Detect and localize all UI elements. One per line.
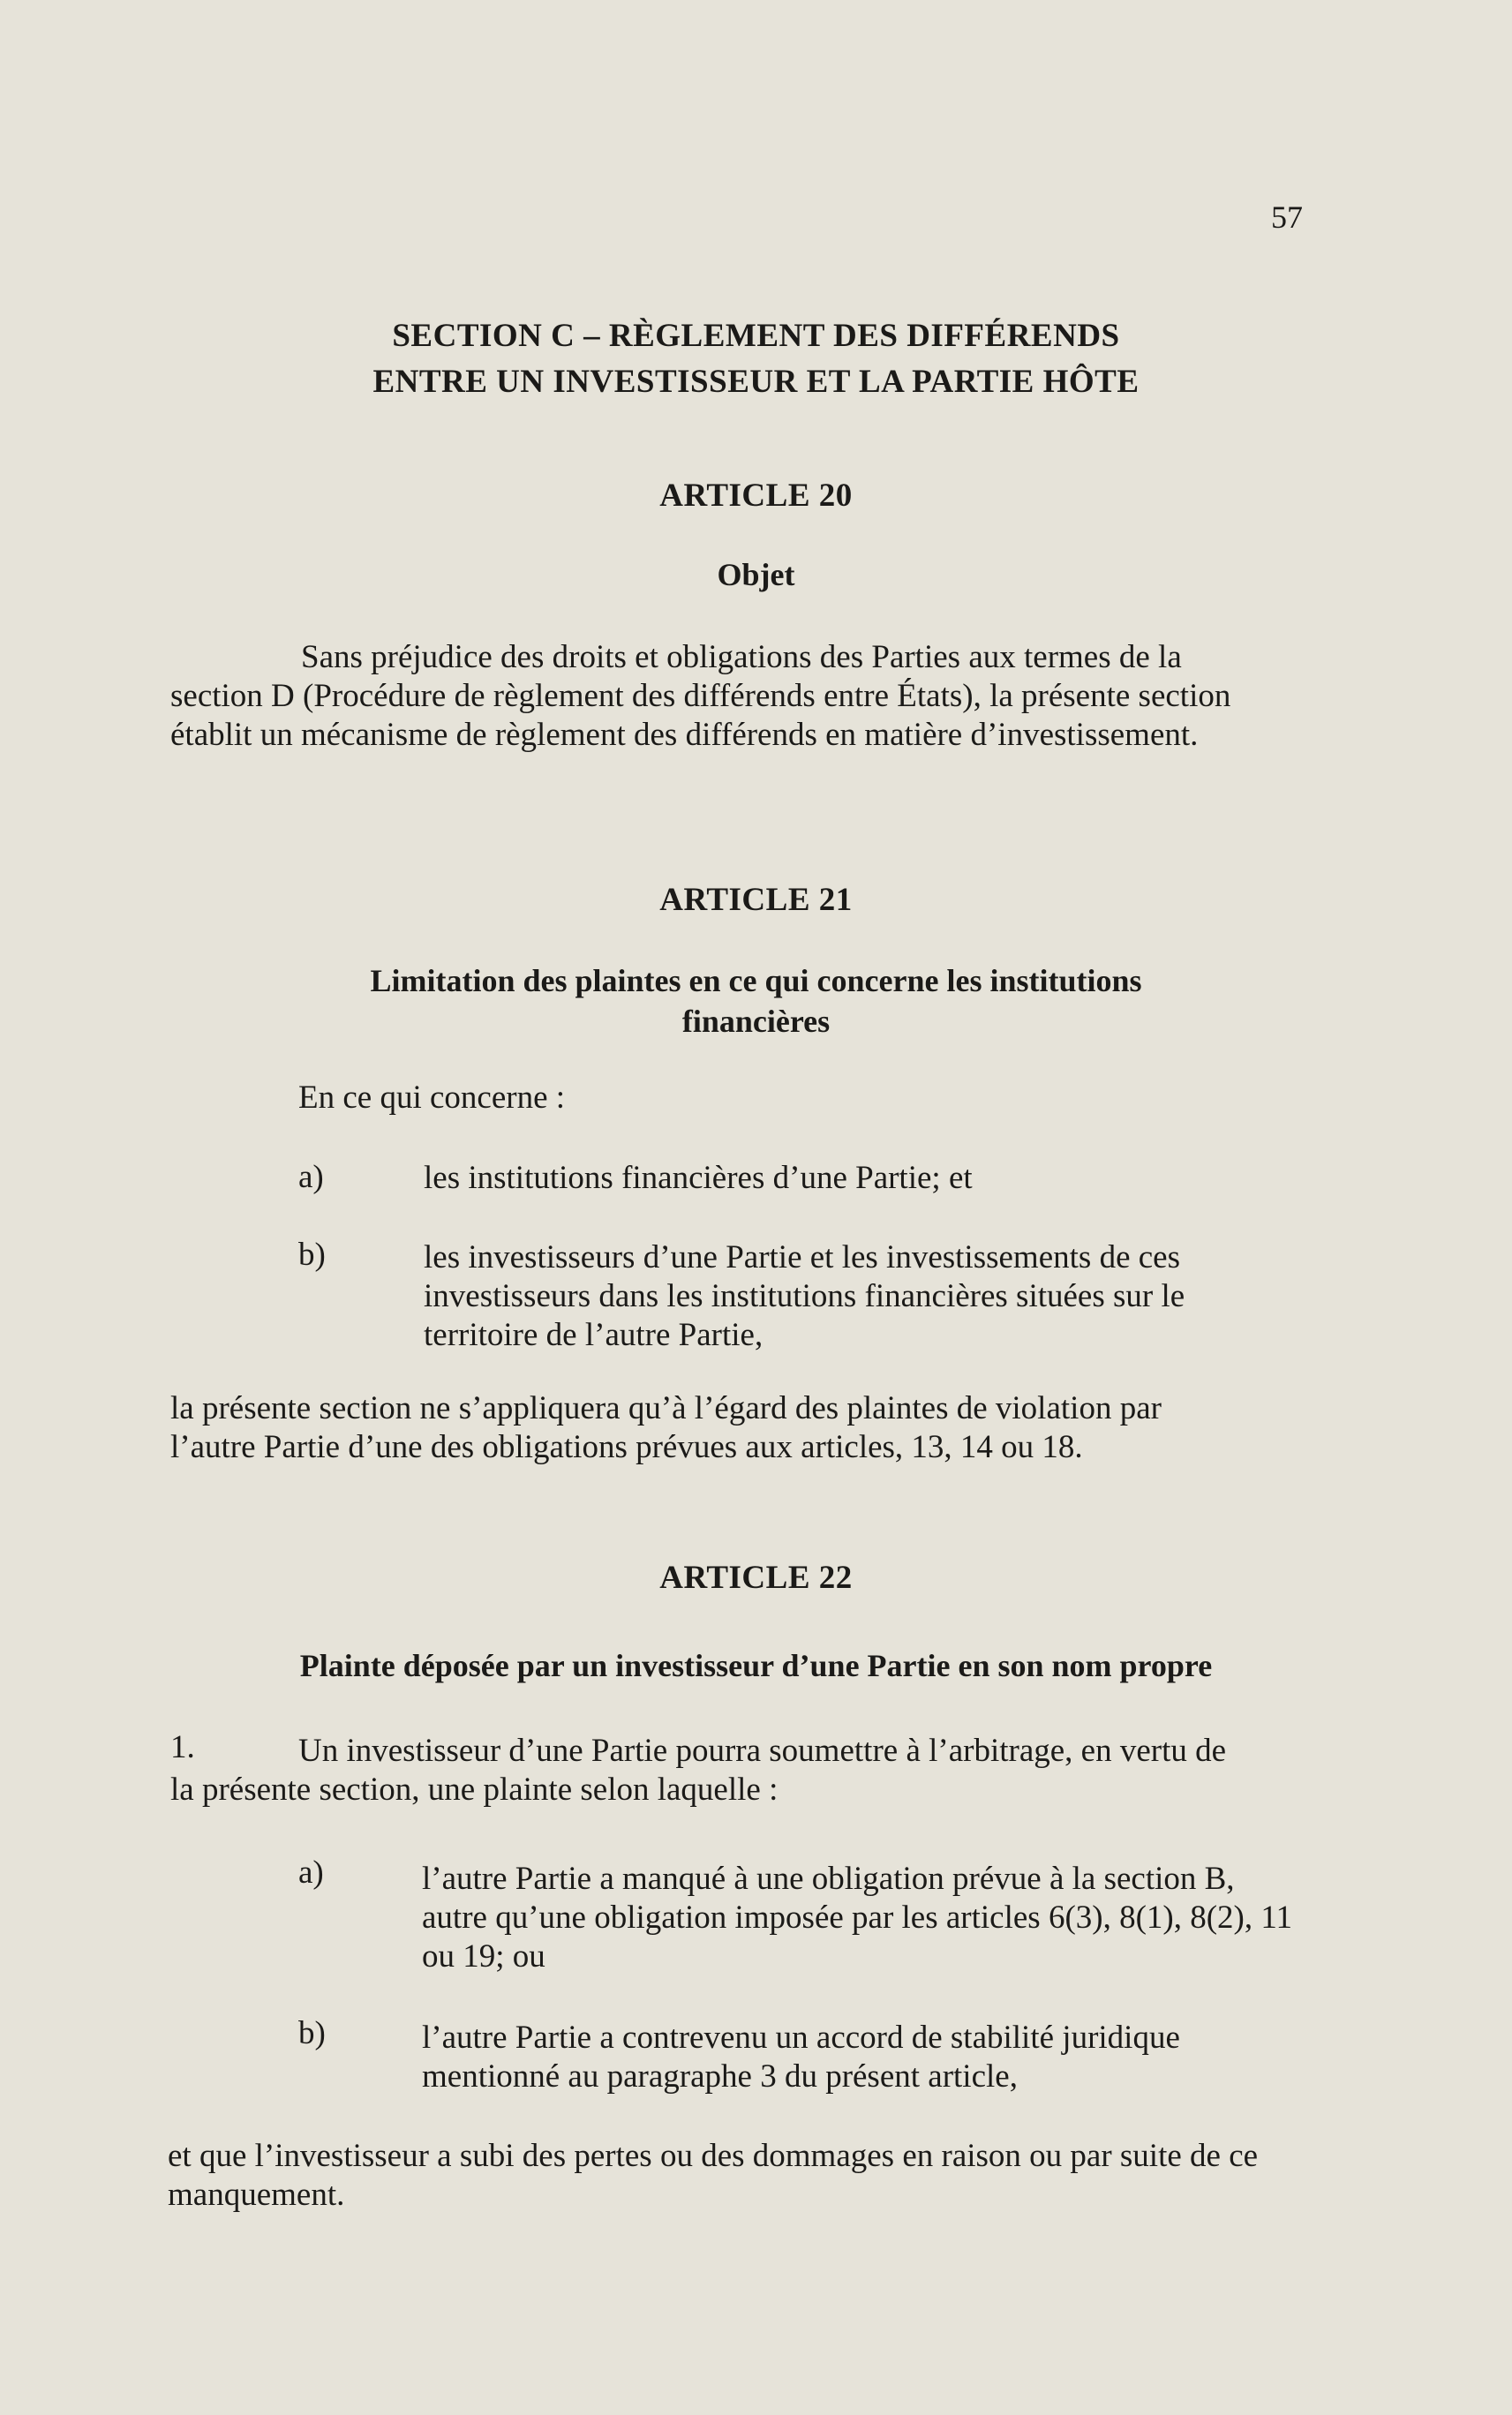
article-22-heading: ARTICLE 22 — [659, 1560, 853, 1596]
article-21-intro: En ce qui concerne : — [298, 1080, 566, 1116]
article-21-title-line2: financières — [681, 1004, 831, 1039]
section-title-line2: ENTRE UN INVESTISSEUR ET LA PARTIE HÔTE — [372, 364, 1140, 400]
article-20-paragraph: Sans préjudice des droits et obligations des Parties aux termes de la section D (Procédure de règlement des différends entre États), la présente section établit un mécanisme de règlement des différends en matière d’investissement. — [170, 639, 1231, 753]
article-21-item-b-marker: b) — [298, 1237, 326, 1273]
article-22-item-a-marker: a) — [298, 1855, 324, 1891]
article-22-item-b-text: l’autre Partie a contrevenu un accord de stabilité juridique mentionné au paragraphe 3 du présent article, — [422, 2020, 1180, 2095]
article-22-item-a-text: l’autre Partie a manqué à une obligation prévue à la section B, autre qu’une obligation imposée par les articles 6(3), 8(1), 8(2), 11 ou 19; ou — [422, 1861, 1293, 1975]
article-22-title: Plainte déposée par un investisseur d’une Partie en son nom propre — [299, 1648, 1213, 1683]
article-22-para-number: 1. — [170, 1729, 195, 1765]
article-22-item-b-marker: b) — [298, 2015, 326, 2051]
article-22-para-line1: Un investisseur d’une Partie pourra soumettre à l’arbitrage, en vertu de — [298, 1733, 1227, 1769]
section-title — [0, 313, 1512, 405]
page-number: 57 — [1271, 199, 1303, 235]
article-21-item-b-text: les investisseurs d’une Partie et les investissements de ces investisseurs dans les institutions financières situées sur le territoire de l’autre Partie, — [424, 1239, 1185, 1353]
article-21-heading: ARTICLE 21 — [659, 882, 853, 918]
article-20-heading: ARTICLE 20 — [659, 478, 853, 514]
article-21-item-a-marker: a) — [298, 1159, 324, 1195]
article-21-closing: la présente section ne s’appliquera qu’à l’égard des plaintes de violation par l’autre Partie d’une des obligations prévues aux articles, 13, 14 ou 18. — [170, 1390, 1162, 1465]
article-21-title — [0, 960, 1512, 1042]
article-22-closing: et que l’investisseur a subi des pertes ou des dommages en raison ou par suite de ce manquement. — [168, 2138, 1259, 2213]
article-22-para-line2: la présente section, une plainte selon laquelle : — [170, 1772, 779, 1808]
article-21-title-line1: Limitation des plaintes en ce qui concerne les institutions — [370, 963, 1142, 998]
section-title-line1: SECTION C – RÈGLEMENT DES DIFFÉRENDS — [392, 318, 1120, 354]
article-21-item-a-text: les institutions financières d’une Partie; et — [424, 1160, 973, 1196]
article-20-title: Objet — [717, 557, 795, 592]
